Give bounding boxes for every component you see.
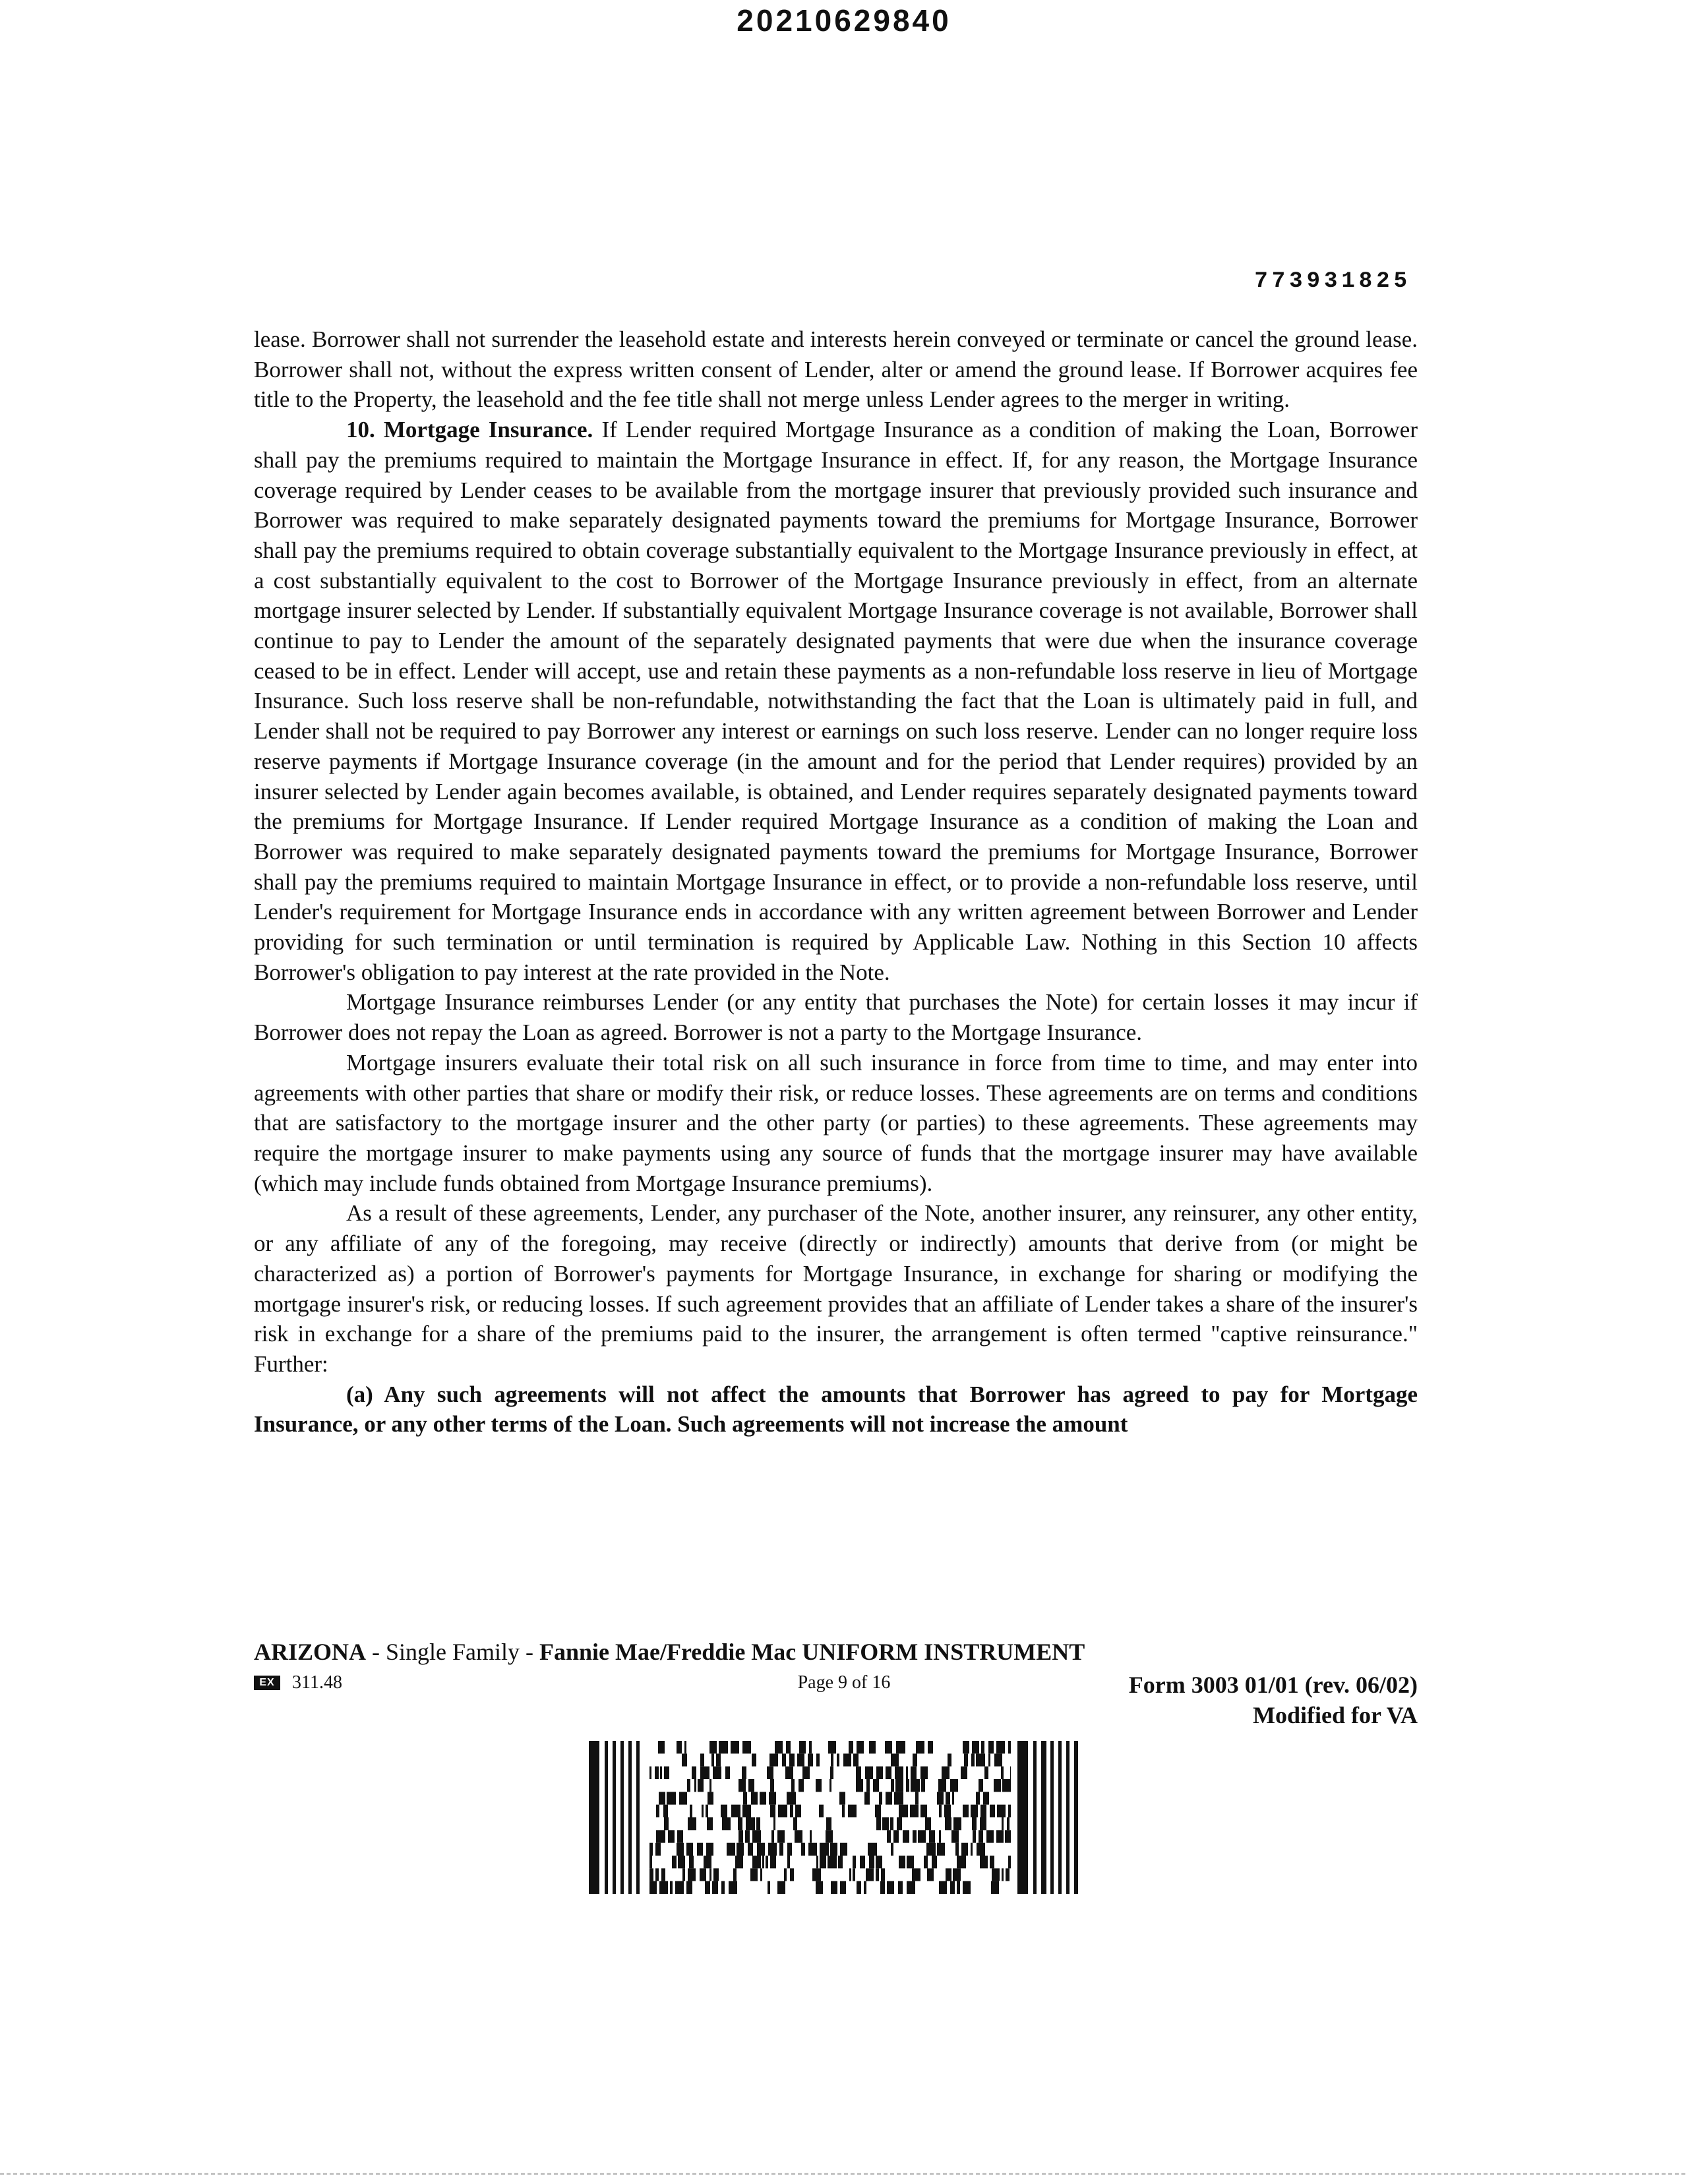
pdf417-barcode-icon	[589, 1741, 1085, 1894]
footer-separator: - Single Family -	[366, 1639, 540, 1665]
footer-agencies: Fannie Mae/Freddie Mac UNIFORM INSTRUMENT	[539, 1639, 1085, 1665]
ex-logo-icon: EX	[254, 1676, 280, 1690]
paragraph-result: As a result of these agreements, Lender, any purchaser of the Note, another insurer, any reinsurer, any other entity, or any affiliate of any of the foregoing, may receive (directly or indirectly) amounts that derive from (or might be characterized as) a portion of Borrower's payments for Mortgage Insurance, in exchange for sharing or modifying the mortgage insurer's risk, or reducing losses. If such agreement provides that an affiliate of Lender takes a share of the insurer's risk in exchange for a share of the premiums paid to the insurer, the arrangement is often termed "captive reinsurance." Further:	[254, 1200, 1418, 1377]
paragraph-reimburse: Mortgage Insurance reimburses Lender (or any entity that purchases the Note) for certain losses it may incur if Borrower does not repay the Loan as agreed. Borrower is not a party to the Mortgage Insurance.	[254, 989, 1418, 1046]
footer-form-info	[1129, 1670, 1418, 1730]
loan-number: 773931825	[1254, 269, 1411, 294]
paragraph-section-10	[254, 415, 1418, 987]
document-body	[254, 324, 1418, 1440]
paragraph-ground-lease: lease. Borrower shall not surrender the leasehold estate and interests herein conveyed or terminate or cancel the ground lease. Borrower shall not, without the express written consent of Lender, alter or amend the ground lease. If Borrower acquires fee title to the Property, the leasehold and the fee title shall not merge unless Lender agrees to the merger in writing.	[254, 326, 1418, 413]
paragraph-a: (a) Any such agreements will not affect the amounts that Borrower has agreed to pay for Mortgage Insurance, or any other terms of the Loan. Such agreements will not increase the amount	[254, 1381, 1418, 1438]
page-number: Page 9 of 16	[797, 1672, 891, 1693]
recording-number: 20210629840	[737, 3, 951, 38]
section-10-heading: 10. Mortgage Insurance.	[346, 417, 593, 443]
section-10-text: If Lender required Mortgage Insurance as a condition of making the Loan, Borrower shall pay the premiums required to maintain the Mortgage Insurance in effect. If, for any reason, the Mortgage Insurance coverage required by Lender ceases to be available from the mortgage insurer that previously provided such insurance and Borrower was required to make separately designated payments toward the premiums for Mortgage Insurance, Borrower shall pay the premiums required to obtain coverage substantially equivalent to the Mortgage Insurance previously in effect, at a cost substantially equivalent to the cost to Borrower of the Mortgage Insurance previously in effect, from an alternate mortgage insurer selected by Lender. If substantially equivalent Mortgage Insurance coverage is not available, Borrower shall continue to pay to Lender the amount of the separately designated payments that were due when the insurance coverage ceased to be in effect. Lender will accept, use and retain these payments as a non-refundable loss reserve in lieu of Mortgage Insurance. Such loss reserve shall be non-refundable, notwithstanding the fact that the Loan is ultimately paid in full, and Lender shall not be required to pay Borrower any interest or earnings on such loss reserve. Lender can no longer require loss reserve payments if Mortgage Insurance coverage (in the amount and for the period that Lender requires) provided by an insurer selected by Lender again becomes available, is obtained, and Lender requires separately designated payments toward the premiums for Mortgage Insurance. If Lender required Mortgage Insurance as a condition of making the Loan and Borrower was required to make separately designated payments toward the premiums for Mortgage Insurance, Borrower shall pay the premiums required to maintain Mortgage Insurance in effect, or to provide a non-refundable loss reserve, until Lender's requirement for Mortgage Insurance ends in accordance with any written agreement between Borrower and Lender providing for such termination or until termination is required by Applicable Law. Nothing in this Section 10 affects Borrower's obligation to pay interest at the rate provided in the Note.	[254, 417, 1418, 985]
paragraph-insurers: Mortgage insurers evaluate their total risk on all such insurance in force from time to time, and may enter into agreements with other parties that share or modify their risk, or reduce losses. These agreements are on terms and conditions that are satisfactory to the mortgage insurer and the other party (or parties) to these agreements. These agreements may require the mortgage insurer to make payments using any source of funds that the mortgage insurer may have available (which may include funds obtained from Mortgage Insurance premiums).	[254, 1049, 1418, 1196]
form-code: 311.48	[292, 1672, 342, 1693]
footer-state: ARIZONA	[254, 1639, 367, 1665]
scan-artifact-bottom	[0, 2173, 1688, 2175]
modified-for-va: Modified for VA	[1252, 1702, 1418, 1728]
footer-title	[254, 1638, 1085, 1666]
form-number: Form 3003 01/01 (rev. 06/02)	[1128, 1672, 1418, 1698]
